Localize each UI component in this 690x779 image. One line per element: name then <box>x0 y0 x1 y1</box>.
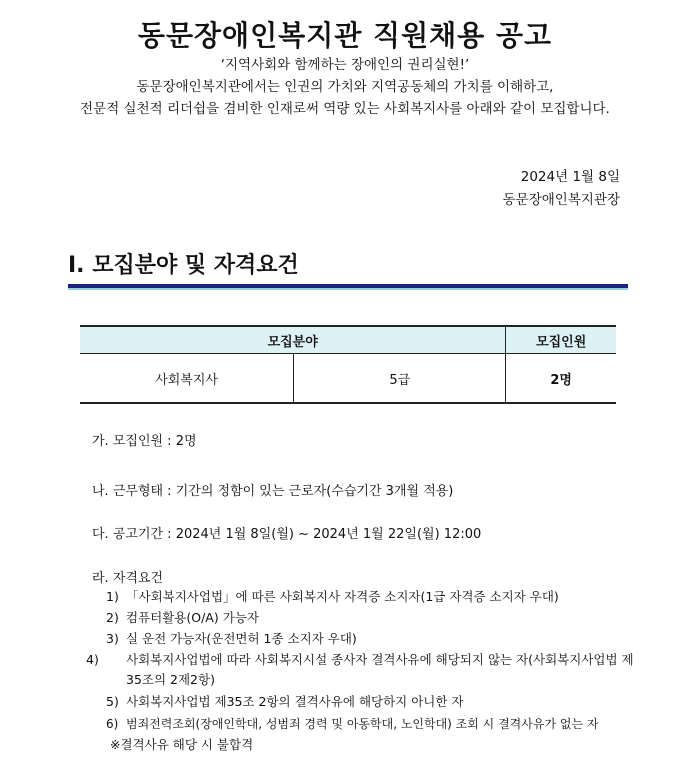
announcement-date: 2024년 1월 8일 <box>520 169 620 185</box>
cell-count: 2명 <box>506 354 616 404</box>
list-item: 3) 실 운전 가능자(운전면허 1종 소지자 우대) <box>106 631 357 646</box>
item-work-type: 나. 근무형태 : 기간의 정함이 있는 근로자(수습기간 3개월 적용) <box>92 484 454 499</box>
item-qualifications: 라. 자격요건 <box>92 571 164 586</box>
recruitment-table <box>80 325 616 404</box>
item-recruit-count: 가. 모집인원 : 2명 <box>92 434 197 449</box>
item-notice-period: 다. 공고기간 : 2024년 1월 8일(월) ~ 2024년 1월 22일(월) 12:00 <box>92 527 482 542</box>
header-field: 모집분야 <box>80 326 506 354</box>
table-header-row <box>80 326 616 354</box>
disqualification-note: ※결격사유 해당 시 불합격 <box>110 737 254 752</box>
cell-field: 사회복지사 <box>80 354 294 404</box>
intro-text <box>0 54 690 120</box>
list-item: 5) 사회복지사업법 제35조 2항의 결격사유에 해당하지 아니한 자 <box>106 694 464 709</box>
intro-line-3: 전문적 실천적 리더쉽을 겸비한 인재로써 역량 있는 사회복지사를 아래와 같이 모집합니다. <box>80 101 610 117</box>
section-1-heading: Ⅰ. 모집분야 및 자격요건 <box>68 253 299 278</box>
cell-grade: 5급 <box>294 354 506 404</box>
section-divider-accent <box>68 288 628 290</box>
list-item: 6) 범죄전력조회(장애인학대, 성범죄 경력 및 아동학대, 노인학대) 조회 시 결격사유가 없는 자 <box>106 717 599 731</box>
list-item: 2) 컴퓨터활용(O/A) 가능자 <box>106 610 259 625</box>
table-row <box>80 354 616 404</box>
header-count: 모집인원 <box>506 326 616 354</box>
announcement-meta <box>503 166 620 212</box>
intro-line-2: 동문장애인복지관에서는 인권의 가치와 지역공동체의 가치를 이해하고, <box>136 79 554 95</box>
list-item: 4) 사회복지사업법에 따라 사회복지시설 종사자 결격사유에 해당되지 않는 자(사회복지사업법 제35조의 2제2항) <box>86 652 634 687</box>
issuer-name: 동문장애인복지관장 <box>502 192 620 208</box>
document-title: 동문장애인복지관 직원채용 공고 <box>137 19 553 52</box>
intro-slogan: ‘지역사회와 함께하는 장애인의 권리실현!’ <box>220 57 470 73</box>
list-item: 1) 「사회복지사업법」에 따른 사회복지사 자격증 소지자(1급 자격증 소지자 우대) <box>106 589 559 604</box>
